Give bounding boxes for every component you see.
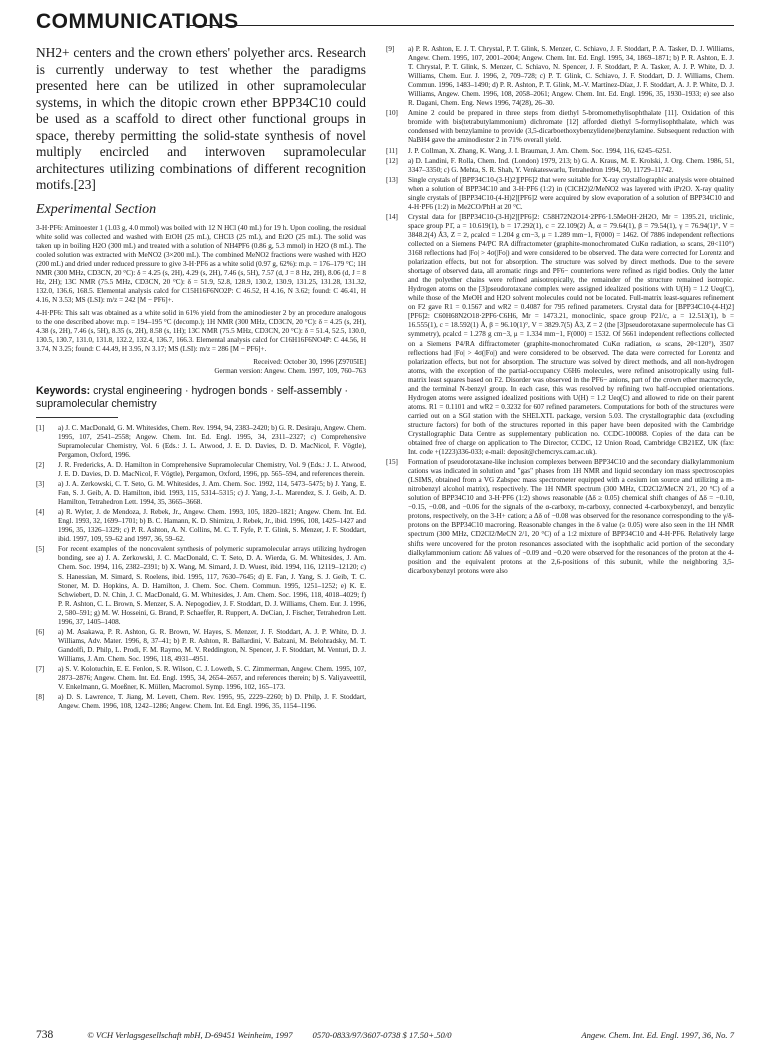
header-rule <box>186 25 734 26</box>
reference-text: a) M. Asakawa, P. R. Ashton, G. R. Brown, W. Hayes, S. Menzer, J. F. Stoddart, A. J. P. White, D. J. Williams, Adv. Mater. 1996, 8, 37–41; b) P. R. Ashton, R. Ballardini, V. Balzani, M. Belohradsky, M. T. Gandolfi, D. Philp, L. Prodi, F. M. Raymo, M. V. Reddington, N. Spencer, J. F. Stoddart, M. Venturi, D. J. Williams, J. Am. Chem. Soc. 1996, 118, 4931–4951. <box>58 627 366 663</box>
reference-number: [4] <box>36 508 45 517</box>
page-footer <box>36 1029 734 1041</box>
reference-item <box>386 213 734 457</box>
reference-number: [14] <box>386 212 398 221</box>
reference-text: a) J. C. MacDonald, G. M. Whitesides, Chem. Rev. 1994, 94, 2383–2420; b) G. R. Desiraju, Angew. Chem. 1995, 107, 2541–2558; Angew. Chem. Int. Ed. Engl. 1995, 34, 2311–2327; c) Comprehensive Supramolecular Chemistry, Vol. 6 (Eds.: J. L. Atwood, J. E. D. Davies, D. D. MacNicol, F. Vögtle), Pergamon, Oxford, 1996. <box>58 423 366 459</box>
copyright-notice: © VCH Verlagsgesellschaft mbH, D-69451 Weinheim, 1997 <box>87 1030 293 1040</box>
keywords-label: Keywords: <box>36 384 91 397</box>
reference-item <box>36 665 366 692</box>
keywords-text: crystal engineering · hydrogen bonds · self-assembly · supramolecular chemistry <box>36 384 349 410</box>
reference-text: a) P. R. Ashton, E. J. T. Chrystal, P. T. Glink, S. Menzer, C. Schiavo, J. F. Stoddart, P. A. Tasker, D. J. Williams, Angew. Chem. 1995, 107, 2001–2004; Angew. Chem. Int. Ed. Engl. 1995, 34, 1869–1871; b) P. R. Ashton, E. J. T. Chrystal, P. T. Glink, S. Menzer, C. Schiavo, N. Spencer, J. F. Stoddart, P. A. Tasker, A. J. P. White, D. J. Williams, Chem. Eur. J. 1996, 2, 709–728; c) P. T. Glink, C. Schiavo, J. F. Stoddart, D. J. Williams, Chem. Commun. 1996, 1483–1490; d) P. R. Ashton, P. T. Glink, M.-V. Martínez-Díaz, J. F. Stoddart, A. J. P. White, D. J. Williams, Angew. Chem. 1996, 108, 2058–2061; Angew. Chem. Int. Ed. Engl. 1996, 35, 1930–1933; e) see also R. Dagani, Chem. Eng. News 1996, 74(28), 26–30. <box>408 45 734 108</box>
received-date: Received: October 30, 1996 [Z9705IE] <box>253 358 366 367</box>
references-list-left <box>36 424 366 711</box>
reference-item <box>386 176 734 212</box>
reference-item <box>36 693 366 711</box>
reference-number: [6] <box>36 627 45 636</box>
keywords <box>36 385 366 411</box>
reference-text: Formation of pseudorotaxane-like inclusion complexes between BPP34C10 and the secondary dialkylammonium cations was indicated in solution and "gas" phases from 1H NMR and liquid secondary ion mass spectroscopies (LSIMS, obtained from a VG Zabspec mass spectrometer equipped with a cesium ion source and utilizing a m-nitrobenzyl alcohol matrix), respectively. The 1H NMR spectrum (300 MHz, CD2Cl2/MeCN 2/1, 20 °C) of a solution of BPP34C10 and 3-H·PF6 (1:2) shows reasonable (Δδ ≥ 0.05) chemical shift changes of Δδ = −0.10, −0.15, −0.08, and −0.06 for the signals of the α-carboxy, m-carboxy, connected 4-carboxybenzyl, and benzylic protons, respectively, on the 3-H+ cation; a Δδ of −0.08 was observed for the resonance corresponding to the γ/δ-protons on the BPP34C10 macroring. Reasonable changes in the δ value (≥ 0.05) were also seen in the 1H NMR spectrum (300 MHz, CD2Cl2/MeCN 2/1, 20 °C) of a 1:2 mixture of BPP34C10 and 4-H·PF6. Relatively large shifts were uncovered for the proton resonances associated with the isophthalic acid portion of the secondary dialkylammonium cation: Δδ values of −0.09 and −0.20 were observed for the resonances of the proton at the 4-position and the equivalent protons at the 2,6-positions of this subunit, while the neighboring 3,5-dicarboxybenzyl protons were also <box>408 458 734 575</box>
experimental-heading: Experimental Section <box>36 201 157 217</box>
reference-item <box>36 508 366 544</box>
reference-item <box>386 45 734 108</box>
reference-item <box>386 458 734 576</box>
reference-text: Crystal data for [BPP34C10-(3-H)2][PF6]2: C58H72N2O14·2PF6·1.5MeOH·2H2O, Mr = 1395.21, triclinic, space group P1̄, a = 10.619(1), b = 17.292(1), c = 22.109(2) Å, α = 79.64(1), β = 79.54(1), γ = 76.94(1)°, V = 3848.2(4) Å3, Z = 2, ρcalcd = 1.204 g cm−3, μ = 1.289 mm−1, F(000) = 1462. Of 7886 independent reflections collected on a Siemens P4/PC RA diffractometer (graphite-monochromated CuKα radiation, ω scans, 2θ<110°) 3168 reflections had |Fo| > 4σ(|Fo|) and were considered to be observed. The data were corrected for Lorentz and polarization effects, but not for absorption. The structure was solved by direct methods. Due to the severe shortage of observed data, all aromatic rings and PF6− counterions were refined as rigid bodies. Only the latter and the polyether chains were refined anisotropically, the remainder of the structure remained isotropic. Hydrogen atoms on the [3]pseudorotaxane complex were assigned idealized positions with U(H) = 1.2 Ueq(C), while those of the MeOH and H2O solvent molecules could not be located. Full-matrix least-squares refinement on F2 gave R1 = 0.1567 and wR2 = 0.4087 for 795 refined parameters. Crystal data for [BPP34C10-(4-H)2][PF6]2: C60H68N2O18·2PF6·C6H6, Mr = 1473.21, monoclinic, space group P21/c, a = 12.513(1), b = 16.555(1), c = 18.592(1) Å, β = 96.10(1)°, V = 3829.7(5) Å3, Z = 2 (the [3]pseudorotaxane supermolecule has Ci symmetry), ρcalcd = 1.278 g cm−3, μ = 1.334 mm−1, F(000) = 1532. Of 5661 independent reflections collected on a Siemens P4/RA diffractometer (graphite-monochromated CuKα radiation, ω scans, 2θ<120°), 3507 reflections had |Fo| > 4σ(|Fo|) and were considered to be observed. The data were corrected for Lorentz and polarization effects, but not for absorption. The structure was solved by direct methods, and all non-hydrogen atoms, with the exception of the partial-occupancy C6H6 molecules, were refined anisotropically using full-matrix least squares based on F2. Disorder was observed in the PF6− anions, part of the crown ether macrocycle, and the terminal N-benzyl group. In each case, this was resolved by refining two half-occupied orientations. Hydrogen atoms were assigned idealized positions with U(H) = 1.2 Ueq(C) and allowed to ride on their parent atoms. R1 = 0.1101 and wR2 = 0.3232 for 607 refined parameters. Computations for both of the structures were carried out on a SGI station with the SHELXTL package, version 5.03. The crystallographic data (excluding structure factors) for both of the structures reported in this paper have been deposited with the Cambridge Crystallographic Data Centre as supplementary publication no. CCDC-100088. Copies of the data can be obtained free of charge on application to The Director, CCDC, 12 Union Road, Cambridge CB21EZ, UK (fax: Int. code +(1223)336-033; e-mail: deposit@chemcrys.cam.ac.uk). <box>408 212 734 457</box>
reference-number: [1] <box>36 423 45 432</box>
reference-text: Single crystals of [BPP34C10-(3-H)2][PF6]2 that were suitable for X-ray crystallographic analysis were obtained when a solution of BPP34C10 and 3-H·PF6 (1:2) in (ClCH2)2/MeNO2 was layered with iPr2O. X-ray quality single crystals of [BPP34C10-(4-H)2][PF6]2 were acquired by slow evaporation of a solution of BPP34C10 and 4-H·PF6 (1:2) in Me2CO/PhH at 20 °C. <box>408 175 734 211</box>
reference-number: [5] <box>36 545 45 554</box>
reference-number: [7] <box>36 664 45 673</box>
reference-item <box>36 424 366 460</box>
reference-text: For recent examples of the noncovalent synthesis of polymeric supramolecular arrays utilizing hydrogen bonding, see a) J. A. Zerkowski, J. C. MacDonald, C. T. Seto, D. A. Wierda, G. M. Whitesides, J. Am. Chem. Soc. 1994, 116, 2382–2391; b) X. Wang, M. Simard, J. D. Wuest, ibid. 1994, 116, 12119–12120; c) S. Hanessian, M. Simard, S. Roelens, ibid. 1995, 117, 7630–7645; d) E. Fan, J. Yang, S. J. Geib, T. C. Stoner, M. D. Hopkins, A. D. Hamilton, J. Chem. Soc. Chem. Commun. 1995, 1251–1252; e) K. E. Schwiebert, D. N. Chin, J. C. MacDonald, G. M. Whitesides, J. Am. Chem. Soc. 1996, 118, 4018–4029; f) P. R. Ashton, C. L. Brown, S. Menzer, S. A. Nepogodiev, J. F. Stoddart, D. J. Williams, Chem. Eur. J. 1996, 2, 580–591; g) M. W. Hosseini, G. Brand, P. Schaeffer, R. Ruppert, A. DeCian, J. Fischer, Tetrahedron Lett. 1996, 37, 1405–1408. <box>58 545 366 626</box>
reference-number: [12] <box>386 156 398 165</box>
reference-number: [15] <box>386 458 398 467</box>
journal-section-title: COMMUNICATIONS <box>36 10 239 33</box>
article-code: 0570-0833/97/3607-0738 $ 17.50+.50/0 <box>312 1030 452 1040</box>
left-column <box>36 45 366 1027</box>
reference-item <box>386 157 734 175</box>
reference-item <box>36 545 366 626</box>
reference-text: Amine 2 could be prepared in three steps from diethyl 5-bromomethylisophthalate [11]. Oxidation of this bromide with bis(tetrabutylammonium) dichromate [12] afforded diethyl 5-formylisophthalate, which was condensed with benzylamine to provide (3,5-dicarboethoxybenzylidene)benzylamine. Subsequent reduction with NaBH4 gave the aminodiester 2 in 71% overall yield. <box>408 109 734 145</box>
german-version-note: German version: Angew. Chem. 1997, 109, 760–763 <box>214 367 366 376</box>
right-column <box>386 45 734 1027</box>
reference-number: [9] <box>386 45 395 53</box>
reference-number: [8] <box>36 693 45 702</box>
reference-number: [11] <box>386 146 398 155</box>
page-number: 738 <box>36 1029 54 1041</box>
reference-text: J. R. Fredericks, A. D. Hamilton in Comprehensive Supramolecular Chemistry, Vol. 9 (Eds.: J. L. Atwood, J. E. D. Davies, D. D. MacNicol, F. Vögtle), Pergamon, Oxford, 1996, pp. 565–594, and references therein. <box>58 460 366 478</box>
reference-text: a) S. V. Kolotuchin, E. E. Fenlon, S. R. Wilson, C. J. Loweth, S. C. Zimmerman, Angew. Chem. 1995, 107, 2873–2876; Angew. Chem. Int. Ed. Engl. 1995, 34, 2654–2657, and references therein; b) S. Valiyaveettil, V. Enkelmann, G. Moeßner, K. Müllen, Macromol. Symp. 1996, 102, 165–173. <box>58 664 366 692</box>
intro-paragraph: NH2+ centers and the crown ethers' polyether arcs. Research is currently underway to test whether the paradigms presented here can be utilized in other supramolecular systems, in which the ditopic crown ether BPP34C10 could be used as a scaffold to direct other functional groups in space, thereby permitting the solid-state synthesis of novel multiply encircled and interwoven supramolecular architectures utilizing combinations of different recognition motifs.[23] <box>36 45 366 192</box>
references-rule <box>36 417 118 418</box>
reference-text: a) D. S. Lawrence, T. Jiang, M. Levett, Chem. Rev. 1995, 95, 2229–2260; b) D. Philp, J. F. Stoddart, Angew. Chem. 1996, 108, 1242–1286; Angew. Chem. Int. Ed. Engl. 1996, 35, 1154–1196. <box>58 693 366 711</box>
reference-item <box>386 109 734 145</box>
reference-text: J. P. Collman, X. Zhang, K. Wang, J. I. Brauman, J. Am. Chem. Soc. 1994, 116, 6245–6251. <box>408 146 672 155</box>
reference-number: [2] <box>36 460 45 469</box>
experimental-paragraph: 4-H·PF6: This salt was obtained as a white solid in 61% yield from the aminodiester 2 by an procedure analogous to the one described above: m.p. = 194–195 °C (decomp.); 1H NMR (300 MHz, CD3CN, 20 °C): δ = 4.25 (s, 2H), 4.38 (s, 2H), 7.46 (s, 5H), 8.35 (s, 2H), 8.58 (s, 1H); 13C NMR (75.5 MHz, CD3CN, 20 °C): δ = 51.4, 52.5, 130.0, 130.5, 130.7, 131.0, 131.8, 132.2, 132.4, 136.7, 166.3. Elemental analysis calcd for C16H16F6NO4P: C 44.56, H 3.74, N 3.25; found: C 44.49, H 3.95, N 3.17; MS (LSI): m/z = 286 [M − PF6]+. <box>36 308 366 354</box>
references-list-right <box>386 45 734 576</box>
reference-text: a) D. Landini, F. Rolla, Chem. Ind. (London) 1979, 213; b) G. A. Kraus, M. E. Krolski, J. Org. Chem. 1986, 51, 3347–3350; c) G. Mehta, S. R. Shah, Y. Venkateswarlu, Tetrahedron 1994, 50, 11729–11742. <box>408 156 734 174</box>
reference-item <box>36 480 366 507</box>
reference-item <box>36 461 366 479</box>
reference-text: a) R. Wyler, J. de Mendoza, J. Rebek, Jr., Angew. Chem. 1993, 105, 1820–1821; Angew. Chem. Int. Ed. Engl. 1993, 32, 1699–1701; b) B. C. Hamann, K. D. Shimizu, J. Rebek, Jr., ibid. 1996, 108, 1425–1427 and 1996, 35, 1326–1329; c) P. R. Ashton, A. N. Collins, M. C. T. Fyfe, P. T. Glink, S. Menzer, J. F. Stoddart, ibid. 1997, 109, 59–62 and 1997, 36, 59–62. <box>58 508 366 544</box>
reference-number: [13] <box>386 175 398 184</box>
reference-number: [3] <box>36 480 45 489</box>
reference-item <box>36 628 366 664</box>
reference-number: [10] <box>386 109 398 118</box>
reference-text: a) J. A. Zerkowski, C. T. Seto, G. M. Whitesides, J. Am. Chem. Soc. 1992, 114, 5473–5475; b) J. Yang, E. Fan, S. J. Geib, A. D. Hamilton, ibid. 1993, 115, 5314–5315; c) J. Yang, J.-L. Marendez, S. J. Geib, A. D. Hamilton, Tetrahedron Lett. 1994, 35, 3665–3668. <box>58 480 366 507</box>
reference-item <box>386 147 734 156</box>
experimental-paragraph: 3-H·PF6: Aminoester 1 (1.03 g, 4.0 mmol) was boiled with 12 N HCl (40 mL) for 19 h. Upon cooling, the residual white solid was collected and washed with EtOH (25 mL), CHCl3 (25 mL), and Et2O (25 mL). The solid was taken up in boiling H2O (300 mL) and treated with a solution of NH4PF6 (0.86 g, 5.3 mmol) in H2O (8 mL). The cooled solution was extracted with MeNO2 (3×200 mL). The combined MeNO2 fractions were washed with H2O (200 mL) and dried under reduced pressure to give 3-H·PF6 as a white solid (0.97 g, 62%): m.p. = 176–179 °C; 1H NMR (300 MHz, CD3CN, 20 °C): δ = 4.25 (s, 2H), 4.29 (s, 2H), 7.46 (s, 5H), 7.57 (d, J = 8 Hz, 2H), 8.06 (d, J = 8 Hz, 2H); 13C NMR (75.5 MHz, CD3CN, 20 °C): δ = 51.9, 52.8, 128.9, 130.2, 130.9, 131.25, 131.28, 131.32, 132.0, 136.6, 168.5. Elemental analysis calcd for C15H16F6NO2P: C 46.52, H 4.16, N 3.62; found: C 46.41, H 4.16, N 3.53; MS (LSI): m/z = 242 [M − PF6]+. <box>36 223 366 304</box>
journal-citation: Angew. Chem. Int. Ed. Engl. 1997, 36, No. 7 <box>581 1030 734 1040</box>
